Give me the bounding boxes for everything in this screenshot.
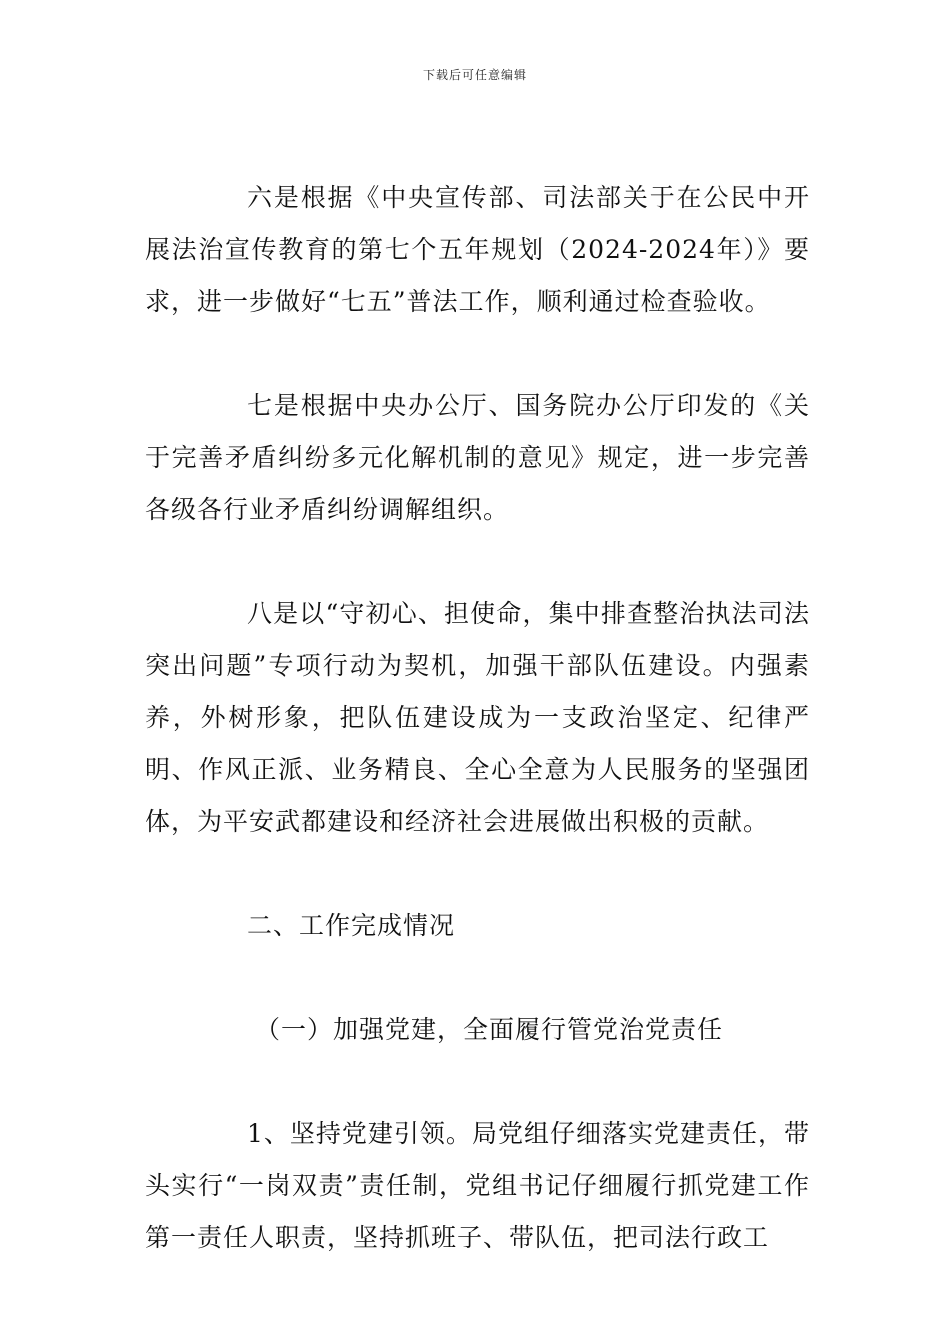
document-body xyxy=(145,172,810,1264)
header-note: 下载后可任意编辑 xyxy=(422,68,527,82)
paragraph-six: 六是根据《中央宣传部、司法部关于在公民中开展法治宣传教育的第七个五年规划（2024-2024年）》要求，进一步做好“七五”普法工作，顺利通过检查验收。 xyxy=(145,183,810,316)
item-paragraph: 1、坚持党建引领。局党组仔细落实党建责任，带头实行“一岗双责”责任制，党组书记仔细履行抓党建工作第一责任人职责，坚持抓班子、带队伍，把司法行政工 xyxy=(145,1119,810,1252)
section-heading: 二、工作完成情况 xyxy=(247,911,456,940)
paragraph-eight: 八是以“守初心、担使命，集中排查整治执法司法突出问题”专项行动为契机，加强干部队伍建设。内强素养，外树形象，把队伍建设成为一支政治坚定、纪律严明、作风正派、业务精良、全心全意为人民服务的坚强团体，为平安武都建设和经济社会进展做出积极的贡献。 xyxy=(145,599,810,836)
subsection-heading: （一）加强党建，全面履行管党治党责任 xyxy=(255,1015,724,1044)
paragraph-seven: 七是根据中央办公厅、国务院办公厅印发的《关于完善矛盾纠纷多元化解机制的意见》规定，进一步完善各级各行业矛盾纠纷调解组织。 xyxy=(145,391,810,524)
